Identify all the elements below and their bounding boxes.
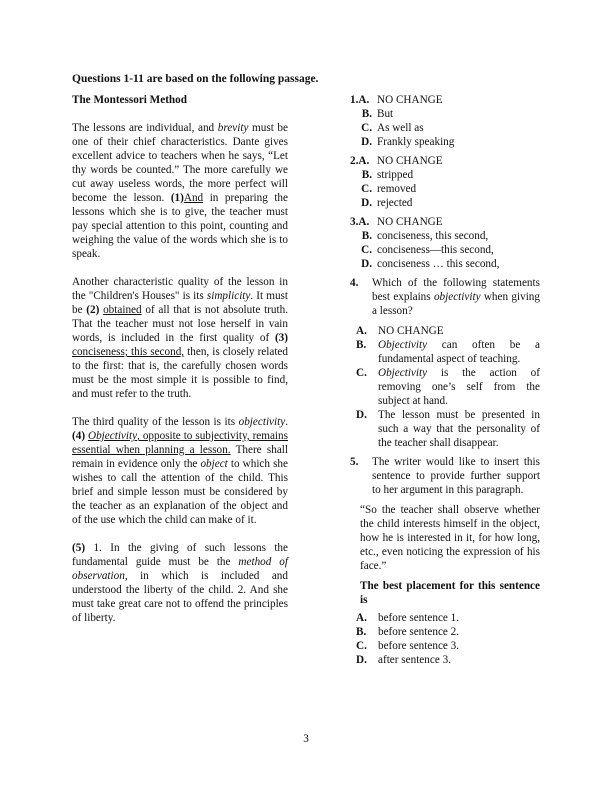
- answer-option-c[interactable]: [356, 639, 540, 653]
- option-text: removed: [377, 183, 417, 195]
- option-letter: 2.A.: [350, 155, 370, 167]
- underlined-2: obtained: [103, 304, 142, 316]
- marker-4: (4): [72, 430, 86, 442]
- answer-option-c[interactable]: [350, 182, 540, 196]
- option-letter: 3.A.: [350, 216, 370, 228]
- question-5: [350, 455, 540, 667]
- option-text: Objectivity is the action of removing one’s self from the subject at hand.: [378, 367, 540, 407]
- question-3: [350, 215, 540, 271]
- option-text: stripped: [377, 169, 414, 181]
- underlined-4: Objectivity, opposite to subjectivity, remains essential when planning a lesson.: [72, 430, 288, 456]
- option-letter: D.: [356, 654, 367, 666]
- option-letter: 1.A.: [350, 94, 370, 106]
- answer-option-a[interactable]: [350, 154, 540, 168]
- inserted-sentence-quote: “So the teacher shall observe whether the child interests himself in the object, how he is interested in it, for how long, etc., even noticing the expression of his face.”: [360, 504, 540, 572]
- option-letter: C.: [361, 244, 372, 256]
- option-letter: D.: [361, 258, 372, 270]
- page-number: 3: [303, 733, 309, 745]
- question-prompt: The best placement for this sentence is: [360, 580, 540, 606]
- option-letter: B.: [361, 169, 372, 181]
- option-letter: B.: [356, 626, 367, 638]
- question-number: 3.: [350, 216, 359, 228]
- option-text: The lesson must be presented in such a way that the personality of the teacher shall disappear.: [378, 409, 540, 449]
- answer-option-a[interactable]: [356, 324, 540, 338]
- option-text: NO CHANGE: [377, 94, 443, 106]
- answer-option-b[interactable]: [350, 107, 540, 121]
- marker-5: (5): [72, 542, 86, 554]
- questions-column: [350, 93, 540, 672]
- option-text: conciseness—this second,: [377, 244, 494, 256]
- answer-option-c[interactable]: [350, 121, 540, 135]
- option-text: conciseness, this second,: [377, 230, 489, 242]
- option-text: Frankly speaking: [377, 136, 455, 148]
- answer-option-a[interactable]: [350, 215, 540, 229]
- question-number: 4.: [350, 277, 359, 289]
- answer-option-d[interactable]: [356, 408, 540, 450]
- passage-paragraph-2: Another characteristic quality of the lesson in the "Children's Houses" is its simplicity. It must be (2) obtained of all that is not absolute truth. That the teacher must not lose herself in vain words, is included in the first quality of (3) conciseness; this second, then, is closely related to the first: that is, the carefully chosen words must be the most simple it is possible to find, and must refer to the truth.: [72, 276, 288, 400]
- section-header: Questions 1-11 are based on the following passage.: [72, 73, 319, 85]
- answer-option-d[interactable]: [350, 196, 540, 210]
- answer-option-d[interactable]: [356, 653, 540, 667]
- passage-column: [72, 93, 288, 639]
- marker-3: (3): [274, 332, 288, 344]
- question-number: 5.: [350, 456, 359, 468]
- option-letter: B.: [361, 108, 372, 120]
- answer-option-b[interactable]: [350, 168, 540, 182]
- answer-option-b[interactable]: [356, 625, 540, 639]
- answer-option-a[interactable]: [350, 93, 540, 107]
- option-letter: C.: [356, 640, 367, 652]
- option-text: rejected: [377, 197, 413, 209]
- answer-option-c[interactable]: [350, 243, 540, 257]
- option-text: before sentence 1.: [378, 612, 460, 624]
- option-text: before sentence 2.: [378, 626, 460, 638]
- passage-title: The Montessori Method: [72, 94, 187, 106]
- passage-paragraph-1: The lessons are individual, and brevity must be one of their chief characteristics. Dante gives excellent advice to teachers when he says, “Let thy words be counted.” The more carefully we cut away useless words, the more perfect will become the lesson. (1)And in preparing the lessons which she is to give, the teacher must pay special attention to this point, counting and weighing the value of the words which she is to speak.: [72, 122, 288, 260]
- underlined-1: And: [183, 192, 204, 204]
- option-letter: C.: [361, 183, 372, 195]
- question-stem: The writer would like to insert this sentence to provide further support to her argument in this paragraph.: [372, 456, 540, 496]
- option-letter: A.: [356, 325, 367, 337]
- option-letter: B.: [361, 230, 372, 242]
- answer-option-d[interactable]: [350, 257, 540, 271]
- underlined-3: conciseness; this second,: [72, 346, 185, 358]
- option-text: NO CHANGE: [377, 216, 443, 228]
- passage-paragraph-3: The third quality of the lesson is its objectivity. (4) Objectivity, opposite to subjectivity, remains essential when planning a lesson. There shall remain in evidence only the object to which she wishes to call the attention of the child. This brief and simple lesson must be considered by the teacher as an explanation of the object and of the use which the child can make of it.: [72, 416, 289, 526]
- option-text: NO CHANGE: [377, 155, 443, 167]
- question-4: [350, 276, 540, 450]
- option-letter: B.: [356, 339, 367, 351]
- option-text: before sentence 3.: [378, 640, 460, 652]
- option-letter: D.: [361, 197, 372, 209]
- passage-paragraph-4: (5) 1. In the giving of such lessons the fundamental guide must be the method of observation, in which is included and understood the liberty of the child. 2. And she must take great care not to offend the principles of liberty.: [72, 542, 288, 624]
- question-number: 2.: [350, 155, 359, 167]
- option-text: after sentence 3.: [378, 654, 451, 666]
- option-letter: A.: [356, 612, 367, 624]
- answer-option-a[interactable]: [356, 611, 540, 625]
- question-stem: Which of the following statements best explains objectivity when giving a lesson?: [372, 277, 540, 317]
- option-text: Objectivity can often be a fundamental aspect of teaching.: [378, 339, 540, 365]
- option-letter: D.: [361, 136, 372, 148]
- option-text: As well as: [377, 122, 424, 134]
- option-text: conciseness … this second,: [377, 258, 500, 270]
- question-number: 1.: [350, 94, 359, 106]
- answer-option-b[interactable]: [350, 229, 540, 243]
- question-2: [350, 154, 540, 210]
- answer-option-c[interactable]: [356, 366, 540, 408]
- option-text: But: [377, 108, 394, 120]
- question-1: [350, 93, 540, 149]
- option-letter: C.: [356, 367, 367, 379]
- marker-1: (1): [170, 192, 184, 204]
- option-text: NO CHANGE: [378, 325, 444, 337]
- option-letter: D.: [356, 409, 367, 421]
- answer-option-d[interactable]: [350, 135, 540, 149]
- option-letter: C.: [361, 122, 372, 134]
- answer-option-b[interactable]: [356, 338, 540, 366]
- marker-2: (2): [86, 304, 100, 316]
